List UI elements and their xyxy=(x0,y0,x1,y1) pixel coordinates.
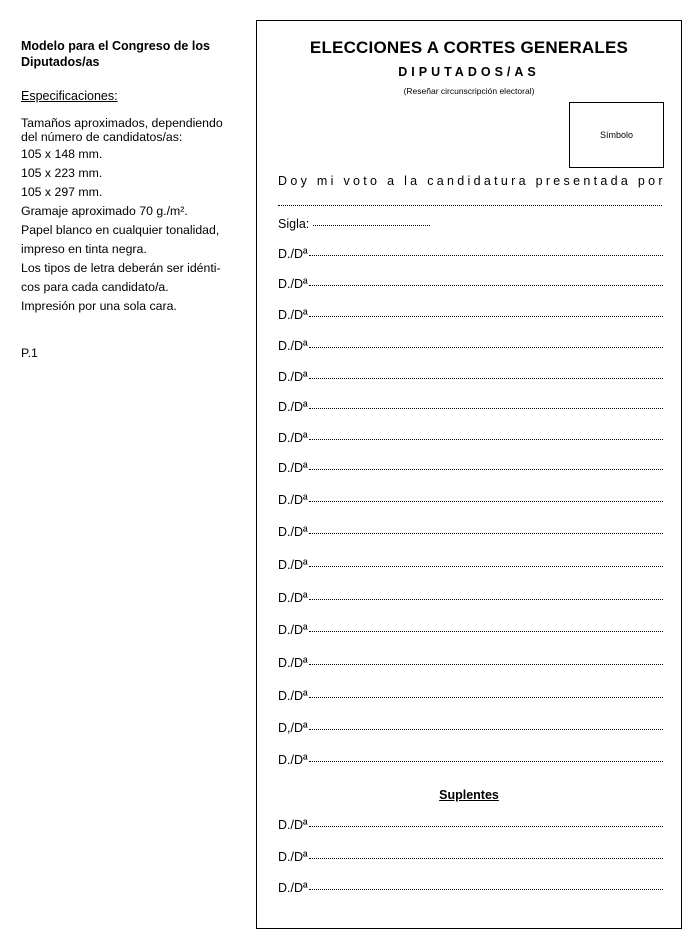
candidate-fill-line xyxy=(309,468,663,470)
specifications-list xyxy=(21,117,246,316)
symbol-label: Símbolo xyxy=(599,130,634,140)
candidate-row xyxy=(278,623,663,637)
spec-line: impreso en tinta negra. xyxy=(21,242,147,256)
spec-line: Papel blanco en cualquier tonalidad, xyxy=(21,223,220,237)
candidate-prefix: D./Dª xyxy=(278,689,308,703)
candidate-fill-line xyxy=(309,254,663,256)
ballot-title: ELECCIONES A CORTES GENERALES xyxy=(309,38,629,57)
candidate-row xyxy=(278,308,663,322)
candidate-fill-line xyxy=(309,500,663,502)
candidate-prefix: D./Dª xyxy=(278,493,308,507)
spec-line: 105 x 297 mm. xyxy=(21,185,103,199)
model-title: Modelo para el Congreso de los Diputados/as xyxy=(21,39,210,69)
candidate-prefix: D./Dª xyxy=(278,461,308,475)
candidate-row xyxy=(278,370,663,384)
candidate-row xyxy=(278,689,663,703)
suplente-row xyxy=(278,881,663,895)
candidate-prefix: D./Dª xyxy=(278,277,308,291)
symbol-box xyxy=(569,102,664,168)
spec-line: 105 x 148 mm. xyxy=(21,147,103,161)
suplente-fill-line xyxy=(309,888,663,890)
sigla-row xyxy=(278,217,663,231)
sigla-label: Sigla: xyxy=(278,217,310,231)
candidate-prefix: D./Dª xyxy=(278,623,308,637)
candidate-row xyxy=(278,525,663,539)
suplente-row xyxy=(278,850,663,864)
specifications-colon: : xyxy=(114,89,118,103)
candidate-fill-line xyxy=(309,728,663,730)
candidate-prefix: D./Dª xyxy=(278,247,308,261)
spec-line: Los tipos de letra deberán ser idénti- xyxy=(21,261,221,275)
candidate-row xyxy=(278,591,663,605)
page-number: P.1 xyxy=(21,346,38,360)
candidate-fill-line xyxy=(309,438,663,440)
suplente-fill-line xyxy=(309,857,663,859)
candidate-fill-line xyxy=(309,630,663,632)
candidate-fill-line xyxy=(309,377,663,379)
suplente-row xyxy=(278,818,663,832)
candidate-row xyxy=(278,277,663,291)
specifications-column xyxy=(21,38,246,361)
candidate-row xyxy=(278,558,663,572)
specifications-label: Especificacione xyxy=(21,89,108,103)
spec-line: Impresión por una sola cara. xyxy=(21,299,177,313)
candidate-fill-line xyxy=(309,284,663,286)
candidate-row xyxy=(278,656,663,670)
candidate-prefix: D./Dª xyxy=(278,753,308,767)
ballot-sheet xyxy=(256,20,682,929)
candidate-prefix: D,/Dª xyxy=(278,721,308,735)
candidate-fill-line xyxy=(309,407,663,409)
candidate-row xyxy=(278,247,663,261)
spec-line: 105 x 223 mm. xyxy=(21,166,103,180)
candidate-row xyxy=(278,461,663,475)
candidate-fill-line xyxy=(309,598,663,600)
candidate-prefix: D./Dª xyxy=(278,431,308,445)
suplente-prefix: D./Dª xyxy=(278,850,308,864)
candidate-row xyxy=(278,431,663,445)
constituency-note: (Reseñar circunscripción electoral) xyxy=(403,86,535,96)
candidate-fill-line xyxy=(309,565,663,567)
spec-line: Tamaños aproximados, dependiendo xyxy=(21,116,223,130)
candidate-prefix: D./Dª xyxy=(278,308,308,322)
ballot-subtitle: DIPUTADOS/AS xyxy=(398,65,540,79)
candidate-fill-line xyxy=(309,696,663,698)
spec-line: Gramaje aproximado 70 g./m². xyxy=(21,204,188,218)
specifications-heading xyxy=(21,88,246,104)
candidate-prefix: D./Dª xyxy=(278,400,308,414)
candidate-fill-line xyxy=(309,346,663,348)
candidate-prefix: D./Dª xyxy=(278,525,308,539)
specifications-label-tail: s xyxy=(107,89,115,103)
candidate-prefix: D./Dª xyxy=(278,370,308,384)
candidate-row xyxy=(278,339,663,353)
candidate-fill-line xyxy=(309,760,663,762)
candidate-prefix: D./Dª xyxy=(278,558,308,572)
spec-line: cos para cada candidato/a. xyxy=(21,280,169,294)
candidate-prefix: D./Dª xyxy=(278,591,308,605)
candidate-row xyxy=(278,753,663,767)
candidate-prefix: D./Dª xyxy=(278,656,308,670)
suplentes-heading: Suplentes xyxy=(439,788,499,802)
candidate-row xyxy=(278,721,663,735)
suplente-prefix: D./Dª xyxy=(278,818,308,832)
sigla-fill-line xyxy=(313,224,430,226)
spec-line: del número de candidatos/as: xyxy=(21,130,183,144)
candidate-prefix: D./Dª xyxy=(278,339,308,353)
suplente-fill-line xyxy=(309,825,663,827)
suplente-prefix: D./Dª xyxy=(278,881,308,895)
candidate-fill-line xyxy=(309,315,663,317)
vote-statement: Doy mi voto a la candidatura presentada por xyxy=(278,174,666,188)
candidate-row xyxy=(278,400,663,414)
party-name-line xyxy=(278,205,662,206)
candidate-fill-line xyxy=(309,663,663,665)
candidate-row xyxy=(278,493,663,507)
candidate-fill-line xyxy=(309,532,663,534)
